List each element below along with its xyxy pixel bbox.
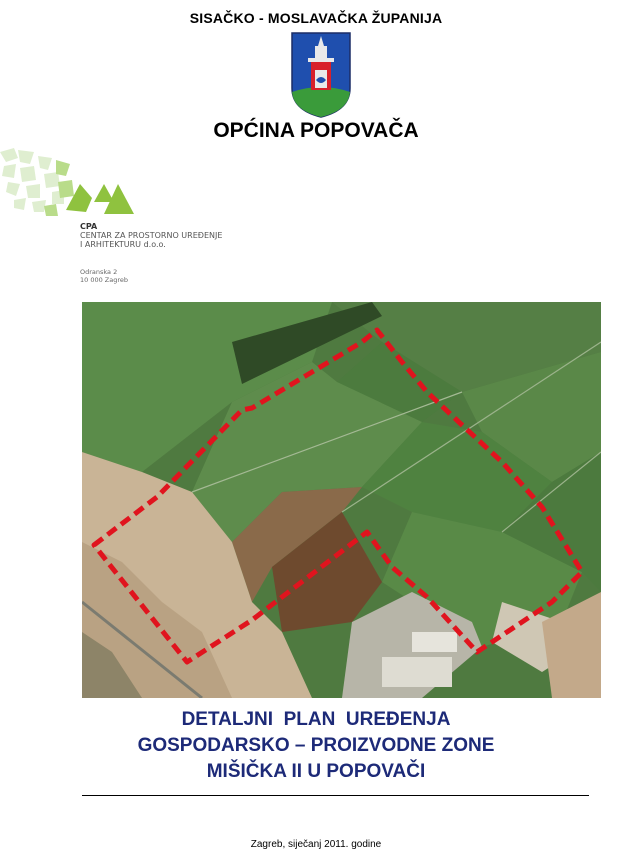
company-address	[80, 268, 128, 284]
document-title-line1: DETALJNI PLAN UREĐENJA	[181, 709, 451, 730]
company-address-line1: Odranska 2	[80, 268, 118, 276]
municipality-name: OPĆINA POPOVAČA	[213, 119, 419, 142]
document-title-line2: GOSPODARSKO – PROIZVODNE ZONE	[137, 735, 495, 756]
company-address-line2: 10 000 Zagreb	[80, 276, 129, 284]
cpa-logo-icon	[0, 146, 140, 220]
company-name-line2: I ARHITEKTURU d.o.o.	[80, 240, 166, 249]
company-name-line1: CENTAR ZA PROSTORNO UREĐENJE	[80, 231, 223, 240]
aerial-photo	[82, 302, 601, 698]
document-title	[0, 707, 632, 785]
document-title-line3: MIŠIČKA II U POPOVAČI	[206, 761, 426, 782]
company-abbreviation: CPA	[80, 222, 98, 231]
coat-of-arms-icon	[291, 32, 351, 118]
company-name	[80, 222, 222, 249]
county-name: SISAČKO - MOSLAVAČKA ŽUPANIJA	[189, 10, 443, 26]
document-date: Zagreb, siječanj 2011. godine	[250, 839, 382, 850]
divider	[82, 795, 589, 796]
